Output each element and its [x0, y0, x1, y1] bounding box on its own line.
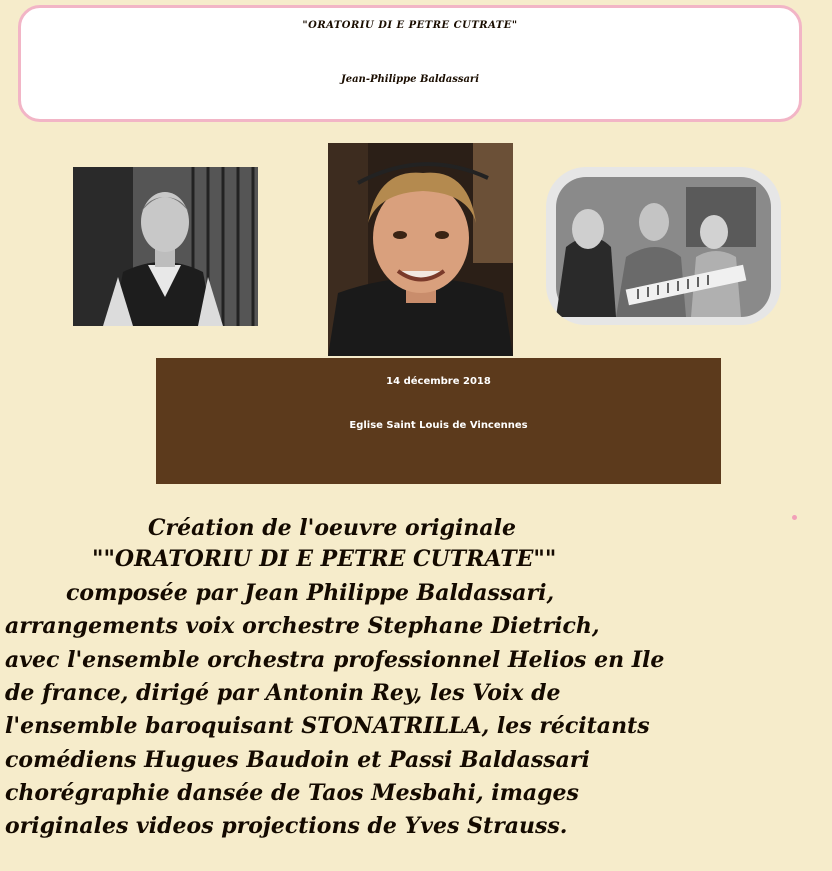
event-title: "ORATORIU DI E PETRE CUTRATE" [302, 20, 518, 31]
event-banner [156, 358, 721, 484]
photo-composer-portrait-color [328, 143, 513, 356]
composer-name: Jean-Philippe Baldassari [340, 74, 480, 85]
description-line: arrangements voix orchestre Stephane Dietrich, [5, 613, 600, 639]
photo-composer-portrait-bw [73, 167, 258, 326]
description-line: comédiens Hugues Baudoin et Passi Baldassari [5, 747, 590, 773]
description-line: de france, dirigé par Antonin Rey, les Voix de [5, 680, 561, 706]
description-line: chorégraphie dansée de Taos Mesbahi, images [5, 780, 579, 806]
description-line: avec l'ensemble orchestra professionnel Helios en Ile [5, 647, 665, 673]
description-line: originales videos projections de Yves Strauss. [5, 813, 568, 839]
event-date: 14 décembre 2018 [386, 376, 491, 387]
decorative-dot [792, 515, 797, 520]
photo-group-keyboard [546, 167, 781, 325]
event-venue: Eglise Saint Louis de Vincennes [349, 420, 528, 431]
description-line: ""ORATORIU DI E PETRE CUTRATE"" [92, 546, 557, 572]
description-line: composée par Jean Philippe Baldassari, [66, 580, 555, 606]
description-line: Création de l'oeuvre originale [148, 515, 516, 541]
description-line: l'ensemble baroquisant STONATRILLA, les récitants [5, 713, 650, 739]
title-box [18, 5, 802, 122]
